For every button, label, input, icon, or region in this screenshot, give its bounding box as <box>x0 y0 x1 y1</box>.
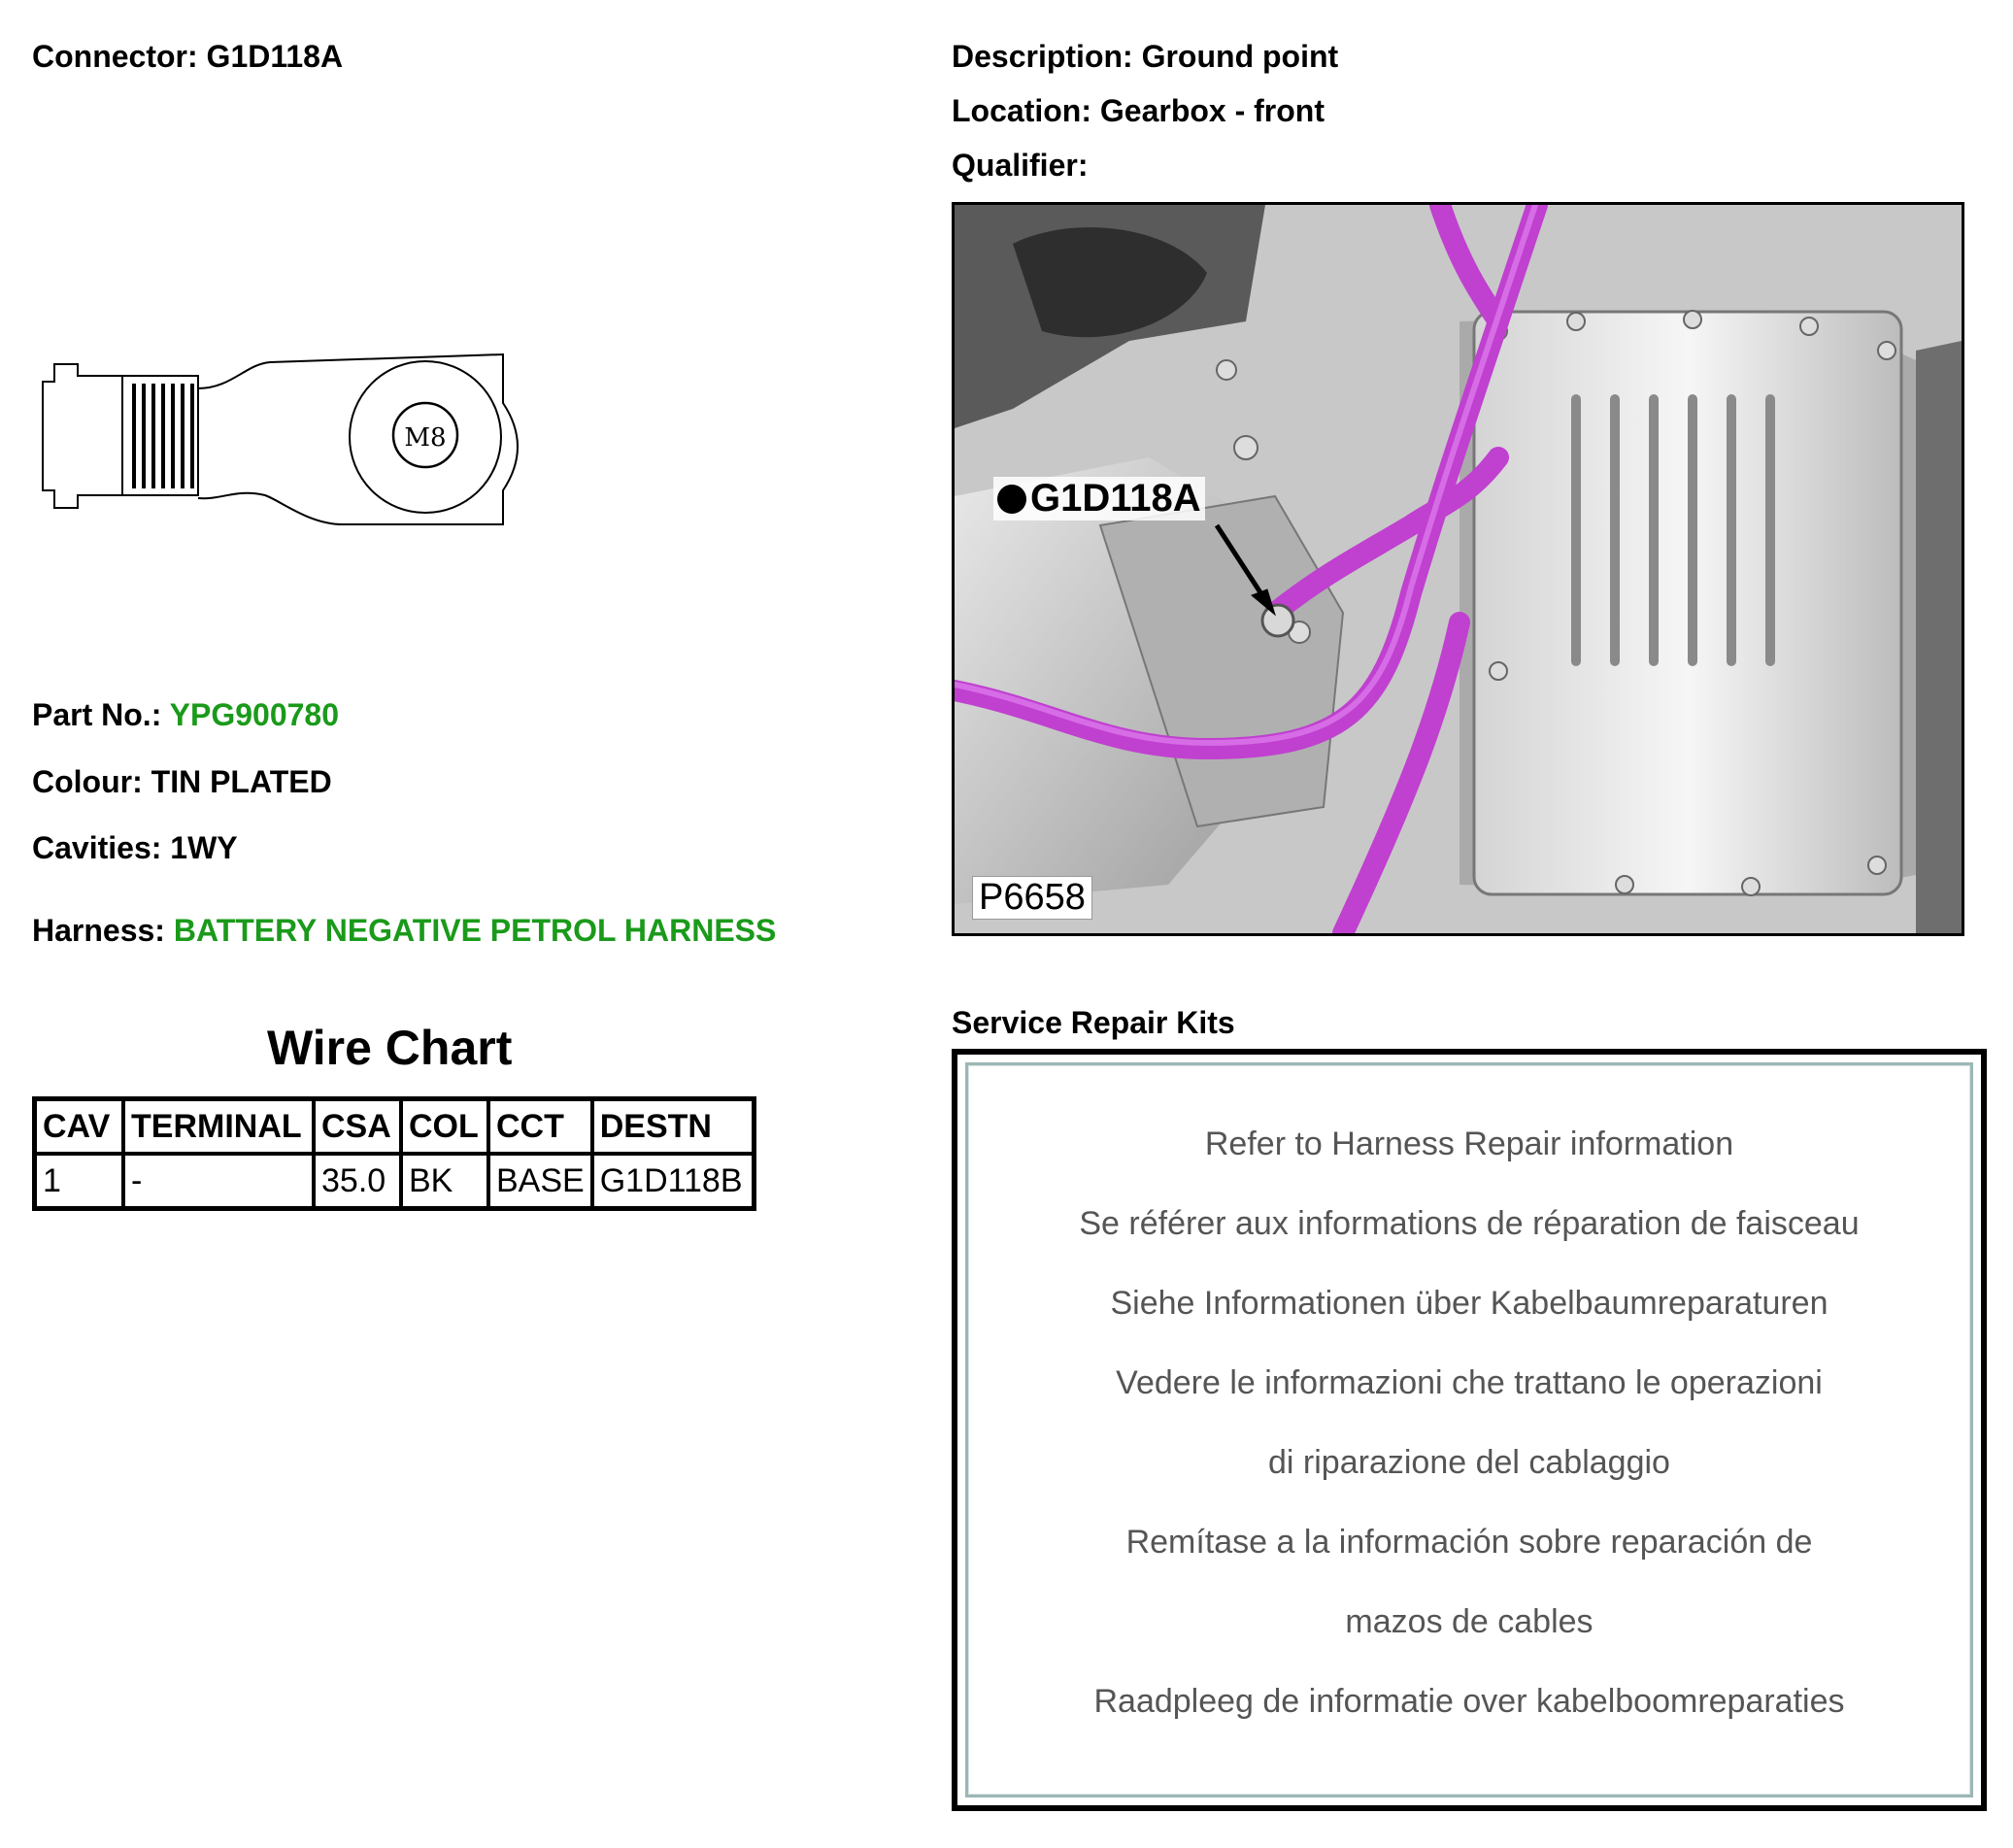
cell-destn: G1D118B <box>592 1154 755 1209</box>
photo-callout <box>993 477 1205 521</box>
part-no-row <box>32 697 339 733</box>
header-csa: CSA <box>314 1099 401 1155</box>
kit-line-es-2: mazos de cables <box>1345 1603 1594 1640</box>
wire-chart-title: Wire Chart <box>267 1021 513 1075</box>
kit-line-it-2: di riparazione del cablaggio <box>1268 1444 1670 1481</box>
service-kits-inner <box>965 1062 1973 1798</box>
stud-size-label: M8 <box>404 423 447 453</box>
harness-label: Harness: <box>32 913 165 948</box>
description-row <box>952 39 1338 75</box>
connector-value: G1D118A <box>206 39 344 74</box>
ground-stud <box>1262 605 1293 636</box>
cavities-label: Cavities: <box>32 830 162 865</box>
header-cct: CCT <box>488 1099 592 1155</box>
colour-row <box>32 764 332 800</box>
harness-value[interactable]: BATTERY NEGATIVE PETROL HARNESS <box>173 913 777 948</box>
location-row <box>952 93 1325 129</box>
cavities-row <box>32 830 238 866</box>
location-photo <box>952 202 1964 936</box>
header-terminal: TERMINAL <box>123 1099 314 1155</box>
header-destn: DESTN <box>592 1099 755 1155</box>
cell-col: BK <box>401 1154 488 1209</box>
terminal-crimp-outline <box>43 364 122 508</box>
callout-dot-icon <box>997 485 1026 514</box>
harness-row <box>32 913 776 949</box>
wire-chart-table <box>32 1096 756 1211</box>
table-row <box>35 1154 755 1209</box>
cavities-value: 1WY <box>170 830 238 865</box>
part-no-label: Part No.: <box>32 697 162 732</box>
wire-chart-header-row <box>35 1099 755 1155</box>
connector-terminal-drawing <box>37 345 522 529</box>
header-cav: CAV <box>35 1099 124 1155</box>
kit-line-nl: Raadpleeg de informatie over kabelboomreparaties <box>1093 1683 1845 1720</box>
description-label: Description: <box>952 39 1133 74</box>
kit-line-de: Siehe Informationen über Kabelbaumreparaturen <box>1110 1285 1828 1322</box>
colour-value: TIN PLATED <box>151 764 332 799</box>
colour-label: Colour: <box>32 764 143 799</box>
kit-line-en: Refer to Harness Repair information <box>1204 1126 1734 1162</box>
cell-cav: 1 <box>35 1154 124 1209</box>
service-kits-box <box>952 1049 1987 1811</box>
kit-line-es-1: Remítase a la información sobre reparación de <box>1125 1524 1813 1561</box>
gearbox-illustration <box>955 205 1962 933</box>
kit-line-it-1: Vedere le informazioni che trattano le operazioni <box>1116 1364 1823 1401</box>
qualifier-label: Qualifier: <box>952 148 1089 183</box>
qualifier-row <box>952 148 1088 184</box>
photo-reference: P6658 <box>972 876 1092 920</box>
location-label: Location: <box>952 93 1091 128</box>
connector-row <box>32 39 343 75</box>
header-col: COL <box>401 1099 488 1155</box>
cell-cct: BASE <box>488 1154 592 1209</box>
description-value: Ground point <box>1141 39 1339 74</box>
part-no-value[interactable]: YPG900780 <box>169 697 340 732</box>
location-value: Gearbox - front <box>1099 93 1325 128</box>
callout-label: G1D118A <box>1030 477 1201 520</box>
connector-label: Connector: <box>32 39 198 74</box>
service-kits-title: Service Repair Kits <box>952 1005 1235 1040</box>
cell-terminal: - <box>123 1154 314 1209</box>
cell-csa: 35.0 <box>314 1154 401 1209</box>
kit-line-fr: Se référer aux informations de réparation de faisceau <box>1079 1205 1860 1242</box>
